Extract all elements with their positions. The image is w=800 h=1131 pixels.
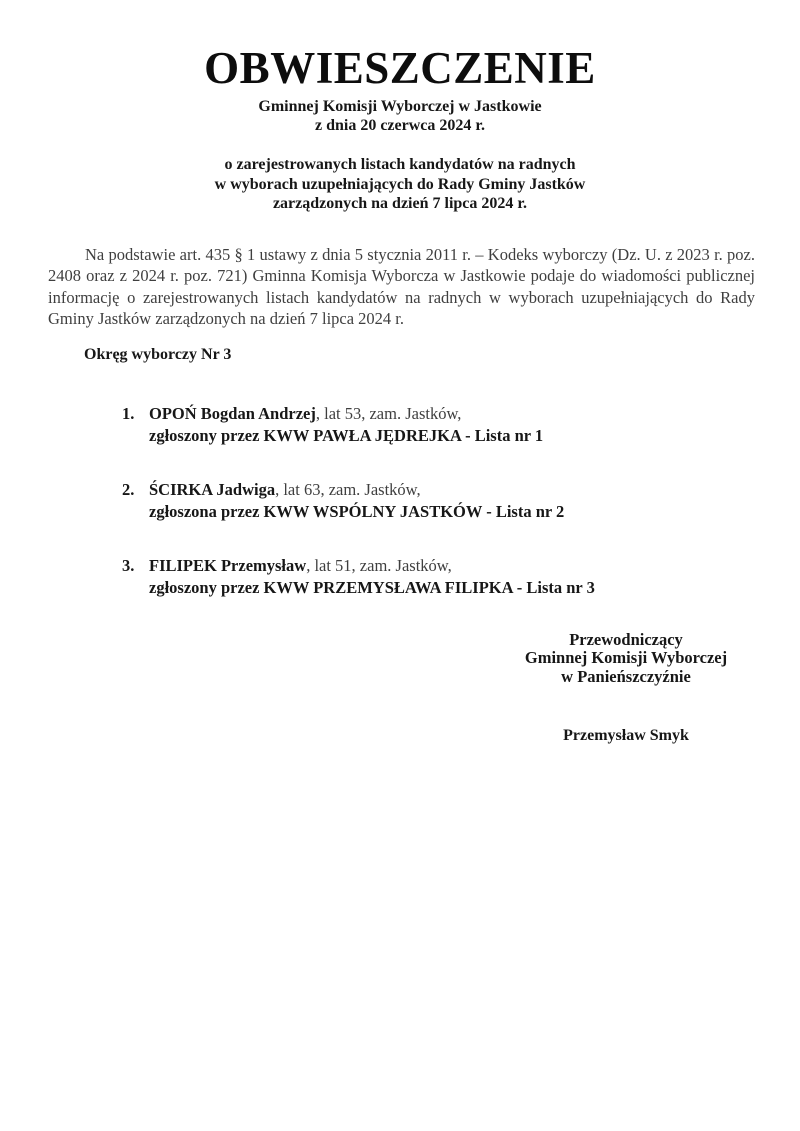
- signature-role-line-3: w Panieńszczyźnie: [561, 666, 691, 686]
- candidate-name: FILIPEK Przemysław: [149, 555, 307, 575]
- candidate-entry: [149, 403, 543, 447]
- legal-basis-paragraph: Na podstawie art. 435 § 1 ustawy z dnia 5 stycznia 2011 r. – Kodeks wyborczy (Dz. U. z 2023 r. poz. 2408 oraz z 2024 r. poz. 721) Gminna Komisja Wyborcza w Jastkowie podaje do wiadomości publicznej informację o zarejestrowanych listach kandydatów na radnych w wyborach uzupełniających do Rady Gminy Jastków zarządzonych na dzień 7 lipca 2024 r.: [48, 244, 755, 329]
- district-heading: Okręg wyborczy Nr 3: [84, 345, 232, 363]
- issuer-block: [0, 97, 800, 135]
- candidate-name: ŚCIRKA Jadwiga: [149, 479, 276, 499]
- candidate-name: OPOŃ Bogdan Andrzej: [149, 403, 316, 423]
- candidate-item-3: [122, 555, 740, 599]
- document-header: [0, 0, 800, 214]
- signature-role-line-2: Gminnej Komisji Wyborczej: [524, 648, 728, 668]
- candidate-details: , lat 51, zam. Jastków,: [306, 555, 452, 575]
- candidate-item-2: [122, 479, 740, 523]
- signatory-name: Przemysław Smyk: [563, 727, 689, 745]
- candidate-details: , lat 63, zam. Jastków,: [275, 479, 421, 499]
- candidate-number: 3.: [122, 555, 135, 575]
- candidate-committee: zgłoszona przez KWW WSPÓLNY JASTKÓW - Lista nr 2: [149, 501, 565, 521]
- subject-line-2: w wyborach uzupełniających do Rady Gminy Jastków: [214, 175, 586, 193]
- candidate-entry: [149, 555, 595, 599]
- issuance-date-line: z dnia 20 czerwca 2024 r.: [314, 117, 486, 134]
- document-title: OBWIESZCZENIE: [204, 43, 596, 93]
- candidate-number: 2.: [122, 479, 135, 499]
- signature-role-line-1: Przewodniczący: [569, 629, 683, 649]
- subject-line-3: zarządzonych na dzień 7 lipca 2024 r.: [272, 195, 528, 212]
- subject-block: [0, 155, 800, 214]
- candidate-committee: zgłoszony przez KWW PRZEMYSŁAWA FILIPKA - Lista nr 3: [149, 577, 595, 597]
- candidate-entry: [149, 479, 564, 523]
- candidate-details: , lat 53, zam. Jastków,: [315, 403, 462, 423]
- candidate-number: 1.: [122, 403, 135, 423]
- issuer-name-line: Gminnej Komisji Wyborczej w Jastkowie: [258, 98, 542, 115]
- subject-line-1: o zarejestrowanych listach kandydatów na radnych: [224, 156, 576, 173]
- candidate-item-1: [122, 403, 740, 447]
- candidate-list: [0, 403, 800, 599]
- signature-block: [480, 631, 772, 746]
- candidate-committee: zgłoszony przez KWW PAWŁA JĘDREJKA - Lista nr 1: [149, 425, 544, 445]
